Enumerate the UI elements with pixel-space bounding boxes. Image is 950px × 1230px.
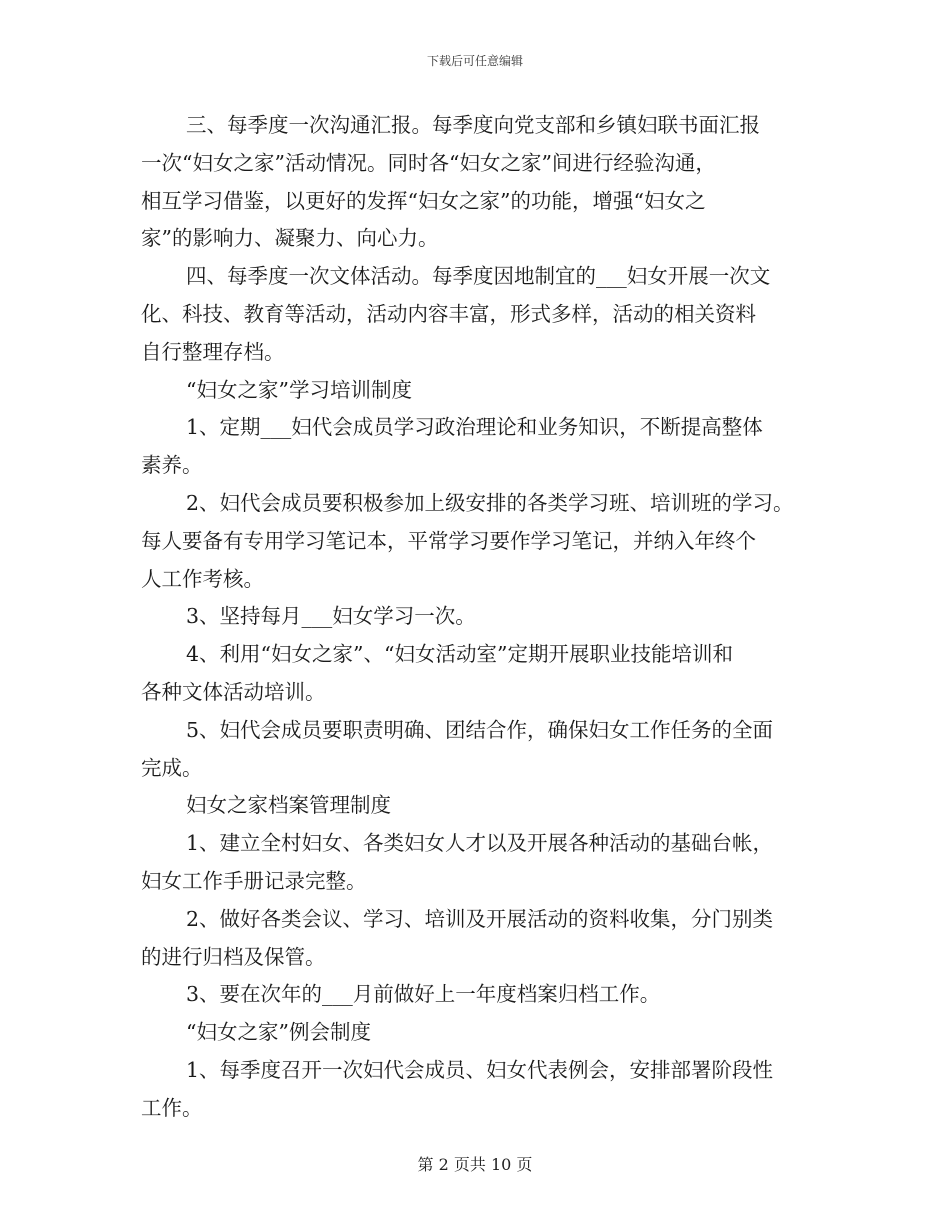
text-line: 人工作考核。 [141,566,264,591]
text-line: 家”的影响力、凝聚力、向心力。 [141,226,439,251]
text-line: 2、做好各类会议、学习、培训及开展活动的资料收集，分门别类 [186,906,774,931]
text-line: 化、科技、教育等活动，活动内容丰富，形式多样，活动的相关资料 [141,301,756,326]
text-line: “妇女之家”学习培训制度 [186,377,412,402]
text-line: 3、要在次年的___月前做好上一年度档案归档工作。 [186,982,661,1007]
text-line: 1、建立全村妇女、各类妇女人才以及开展各种活动的基础台帐， [186,831,774,856]
text-line: 3、坚持每月___妇女学习一次。 [186,604,476,629]
text-line: 素养。 [141,453,203,478]
text-line: 5、妇代会成员要职责明确、团结合作，确保妇女工作任务的全面 [186,717,774,742]
text-line: 一次“妇女之家”活动情况。同时各“妇女之家”间进行经验沟通， [141,150,716,175]
text-line: 的进行归档及保管。 [141,944,326,969]
text-line: 完成。 [141,755,203,780]
text-line: “妇女之家”例会制度 [186,1020,371,1045]
text-line: 妇女之家档案管理制度 [186,793,391,818]
page-header: 下载后可任意编辑 [426,54,523,68]
page-footer: 第 2 页共 10 页 [417,1155,533,1174]
text-line: 工作。 [141,1095,203,1120]
text-line: 自行整理存档。 [141,339,285,364]
text-line: 2、妇代会成员要积极参加上级安排的各类学习班、培训班的学习。 [186,490,794,515]
text-line: 妇女工作手册记录完整。 [141,868,367,893]
document-body [141,107,821,1128]
text-line: 4、利用“妇女之家”、“妇女活动室”定期开展职业技能培训和 [186,642,733,667]
text-line: 相互学习借鉴，以更好的发挥“妇女之家”的功能，增强“妇女之 [141,188,706,213]
text-line: 1、定期___妇代会成员学习政治理论和业务知识，不断提高整体 [186,415,763,440]
text-line: 三、每季度一次沟通汇报。每季度向党支部和乡镇妇联书面汇报 [186,113,760,137]
text-line: 四、每季度一次文体活动。每季度因地制宜的___妇女开展一次文 [186,264,771,289]
text-line: 各种文体活动培训。 [141,679,326,704]
text-line: 1、每季度召开一次妇代会成员、妇女代表例会，安排部署阶段性 [186,1057,774,1082]
text-line: 每人要备有专用学习笔记本，平常学习要作学习笔记，并纳入年终个 [141,528,756,553]
